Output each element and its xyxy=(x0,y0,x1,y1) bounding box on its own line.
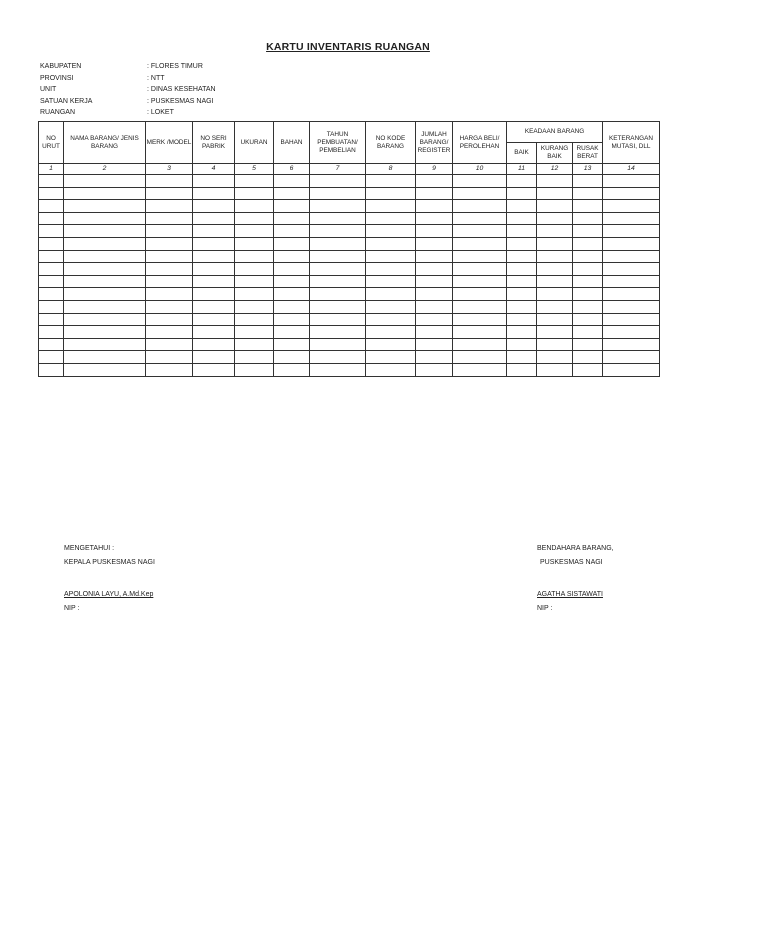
info-value: : LOKET xyxy=(147,109,174,117)
table-cell xyxy=(64,200,146,213)
table-cell xyxy=(193,187,235,200)
table-cell xyxy=(64,237,146,250)
table-cell xyxy=(64,288,146,301)
table-cell xyxy=(507,338,537,351)
table-cell xyxy=(416,212,453,225)
table-cell xyxy=(603,275,660,288)
table-cell xyxy=(453,175,507,188)
info-label: PROVINSI xyxy=(40,74,74,82)
table-cell xyxy=(310,275,366,288)
table-cell xyxy=(39,363,64,376)
table-cell xyxy=(507,363,537,376)
table-cell xyxy=(64,225,146,238)
table-cell xyxy=(64,326,146,339)
signature-left-nip: NIP : xyxy=(64,605,80,612)
table-cell xyxy=(603,363,660,376)
col-number: 6 xyxy=(274,164,310,175)
table-cell xyxy=(416,187,453,200)
table-cell xyxy=(603,313,660,326)
table-cell xyxy=(235,326,274,339)
info-row-ruangan xyxy=(40,107,216,119)
table-cell xyxy=(310,212,366,225)
table-cell xyxy=(193,212,235,225)
table-cell xyxy=(453,313,507,326)
table-cell xyxy=(146,225,193,238)
table-cell xyxy=(507,175,537,188)
table-cell xyxy=(146,212,193,225)
col-number: 7 xyxy=(310,164,366,175)
table-cell xyxy=(146,263,193,276)
col-number: 10 xyxy=(453,164,507,175)
table-cell xyxy=(274,200,310,213)
table-cell xyxy=(603,175,660,188)
table-cell xyxy=(310,175,366,188)
table-cell xyxy=(235,313,274,326)
table-cell xyxy=(310,250,366,263)
table-cell xyxy=(537,351,573,364)
table-cell xyxy=(453,225,507,238)
table-cell xyxy=(603,263,660,276)
table-cell xyxy=(507,225,537,238)
signature-left xyxy=(64,544,155,613)
table-cell xyxy=(366,351,416,364)
signature-left-name: APOLONIA LAYU, A.Md.Kep xyxy=(64,591,154,598)
info-value: : NTT xyxy=(147,74,165,82)
table-cell xyxy=(64,212,146,225)
table-cell xyxy=(537,326,573,339)
table-cell xyxy=(416,275,453,288)
table-cell xyxy=(310,326,366,339)
table-cell xyxy=(453,338,507,351)
table-cell xyxy=(507,351,537,364)
table-cell xyxy=(146,363,193,376)
table-cell xyxy=(274,338,310,351)
table-cell xyxy=(235,275,274,288)
table-cell xyxy=(416,363,453,376)
table-cell xyxy=(193,313,235,326)
table-cell xyxy=(64,175,146,188)
table-cell xyxy=(603,300,660,313)
table-cell xyxy=(603,326,660,339)
table-cell xyxy=(310,200,366,213)
table-cell xyxy=(193,225,235,238)
table-cell xyxy=(146,313,193,326)
table-cell xyxy=(453,263,507,276)
table-cell xyxy=(274,175,310,188)
table-cell xyxy=(573,263,603,276)
table-cell xyxy=(366,275,416,288)
table-cell xyxy=(366,187,416,200)
table-cell xyxy=(573,338,603,351)
table-cell xyxy=(39,351,64,364)
table-cell xyxy=(193,175,235,188)
table-cell xyxy=(146,175,193,188)
info-label: KABUPATEN xyxy=(40,63,82,70)
table-cell xyxy=(310,225,366,238)
table-cell xyxy=(235,175,274,188)
table-cell xyxy=(235,200,274,213)
table-cell xyxy=(39,225,64,238)
table-cell xyxy=(310,263,366,276)
table-cell xyxy=(274,212,310,225)
info-label: UNIT xyxy=(40,86,57,94)
table-cell xyxy=(64,363,146,376)
table-cell xyxy=(39,326,64,339)
signature-right-title: BENDAHARA BARANG, xyxy=(537,545,614,552)
table-row xyxy=(39,275,660,288)
table-cell xyxy=(603,237,660,250)
table-cell xyxy=(310,187,366,200)
table-cell xyxy=(537,275,573,288)
table-cell xyxy=(146,200,193,213)
table-row xyxy=(39,300,660,313)
table-cell xyxy=(235,212,274,225)
table-cell xyxy=(416,288,453,301)
table-cell xyxy=(453,300,507,313)
table-cell xyxy=(235,263,274,276)
table-cell xyxy=(573,275,603,288)
info-value: : FLORES TIMUR xyxy=(147,63,203,70)
table-cell xyxy=(416,200,453,213)
table-cell xyxy=(537,187,573,200)
table-row xyxy=(39,313,660,326)
table-cell xyxy=(507,326,537,339)
table-cell xyxy=(274,326,310,339)
table-cell xyxy=(366,288,416,301)
table-cell xyxy=(193,300,235,313)
col-header-merk: MERK /MODEL xyxy=(146,122,193,164)
col-header-no-urut: NO URUT xyxy=(39,122,64,164)
table-cell xyxy=(39,313,64,326)
info-row-provinsi xyxy=(40,73,216,85)
table-cell xyxy=(416,300,453,313)
table-cell xyxy=(537,200,573,213)
table-cell xyxy=(193,338,235,351)
table-cell xyxy=(366,338,416,351)
table-row xyxy=(39,338,660,351)
table-cell xyxy=(366,225,416,238)
table-cell xyxy=(274,351,310,364)
col-number: 14 xyxy=(603,164,660,175)
table-row xyxy=(39,326,660,339)
table-cell xyxy=(39,237,64,250)
col-header-keadaan: KEADAAN BARANG xyxy=(507,122,603,143)
table-cell xyxy=(235,351,274,364)
table-cell xyxy=(274,363,310,376)
col-number: 3 xyxy=(146,164,193,175)
signature-left-title: MENGETAHUI : xyxy=(64,545,115,552)
table-cell xyxy=(416,351,453,364)
table-cell xyxy=(453,212,507,225)
table-cell xyxy=(235,225,274,238)
info-row-unit xyxy=(40,84,216,96)
table-cell xyxy=(193,363,235,376)
col-header-no-seri: NO SERI PABRIK xyxy=(193,122,235,164)
table-cell xyxy=(193,351,235,364)
table-cell xyxy=(146,288,193,301)
table-row xyxy=(39,187,660,200)
table-cell xyxy=(64,187,146,200)
table-cell xyxy=(146,275,193,288)
table-cell xyxy=(274,275,310,288)
table-cell xyxy=(537,313,573,326)
signature-right-position: PUSKESMAS NAGI xyxy=(540,559,603,566)
table-cell xyxy=(39,300,64,313)
table-cell xyxy=(453,326,507,339)
table-cell xyxy=(64,275,146,288)
table-cell xyxy=(193,200,235,213)
info-value: : DINAS KESEHATAN xyxy=(147,86,216,94)
col-header-ukuran: UKURAN xyxy=(235,122,274,164)
table-cell xyxy=(573,250,603,263)
table-cell xyxy=(193,263,235,276)
table-cell xyxy=(193,237,235,250)
table-cell xyxy=(537,212,573,225)
col-header-kurang-baik: KURANG BAIK xyxy=(537,143,573,164)
table-cell xyxy=(366,300,416,313)
col-header-keterangan: KETERANGAN MUTASI, DLL xyxy=(603,122,660,164)
table-cell xyxy=(603,200,660,213)
table-cell xyxy=(507,300,537,313)
table-cell xyxy=(235,237,274,250)
table-cell xyxy=(603,187,660,200)
table-cell xyxy=(39,288,64,301)
table-cell xyxy=(507,200,537,213)
table-cell xyxy=(537,300,573,313)
table-cell xyxy=(193,288,235,301)
col-number: 5 xyxy=(235,164,274,175)
col-header-no-kode: NO KODE BARANG xyxy=(366,122,416,164)
col-number: 11 xyxy=(507,164,537,175)
table-cell xyxy=(366,212,416,225)
table-row xyxy=(39,175,660,188)
table-cell xyxy=(573,212,603,225)
table-cell xyxy=(235,288,274,301)
table-cell xyxy=(146,187,193,200)
table-cell xyxy=(573,363,603,376)
table-cell xyxy=(416,175,453,188)
table-cell xyxy=(64,351,146,364)
col-header-harga: HARGA BELI/ PEROLEHAN xyxy=(453,122,507,164)
table-row xyxy=(39,250,660,263)
table-cell xyxy=(310,313,366,326)
table-row xyxy=(39,237,660,250)
table-cell xyxy=(573,200,603,213)
col-number: 12 xyxy=(537,164,573,175)
table-cell xyxy=(573,351,603,364)
table-cell xyxy=(453,237,507,250)
table-cell xyxy=(235,363,274,376)
header-info xyxy=(40,61,216,119)
table-cell xyxy=(537,225,573,238)
table-cell xyxy=(310,237,366,250)
table-row xyxy=(39,225,660,238)
table-cell xyxy=(573,300,603,313)
table-cell xyxy=(537,263,573,276)
table-cell xyxy=(39,275,64,288)
signature-right-nip: NIP : xyxy=(537,605,553,612)
table-cell xyxy=(537,175,573,188)
table-cell xyxy=(146,351,193,364)
table-cell xyxy=(64,300,146,313)
col-header-jumlah: JUMLAH BARANG/ REGISTER xyxy=(416,122,453,164)
table-cell xyxy=(573,187,603,200)
page-title: KARTU INVENTARIS RUANGAN xyxy=(266,41,430,53)
col-header-bahan: BAHAN xyxy=(274,122,310,164)
table-cell xyxy=(366,313,416,326)
table-cell xyxy=(416,225,453,238)
table-cell xyxy=(366,175,416,188)
info-value: : PUSKESMAS NAGI xyxy=(147,97,214,105)
signature-left-position: KEPALA PUSKESMAS NAGI xyxy=(64,559,155,566)
table-cell xyxy=(274,263,310,276)
table-cell xyxy=(507,275,537,288)
table-row xyxy=(39,263,660,276)
table-cell xyxy=(537,288,573,301)
table-cell xyxy=(603,225,660,238)
table-cell xyxy=(507,212,537,225)
table-cell xyxy=(416,338,453,351)
table-cell xyxy=(573,225,603,238)
table-cell xyxy=(39,187,64,200)
table-cell xyxy=(537,338,573,351)
table-cell xyxy=(603,212,660,225)
table-cell xyxy=(146,338,193,351)
table-cell xyxy=(603,288,660,301)
table-cell xyxy=(507,288,537,301)
table-cell xyxy=(573,288,603,301)
table-cell xyxy=(507,187,537,200)
table-row xyxy=(39,351,660,364)
table-cell xyxy=(453,363,507,376)
table-cell xyxy=(416,313,453,326)
table-cell xyxy=(573,237,603,250)
table-cell xyxy=(453,351,507,364)
table-cell xyxy=(366,263,416,276)
table-cell xyxy=(274,237,310,250)
table-cell xyxy=(537,363,573,376)
col-number: 8 xyxy=(366,164,416,175)
table-cell xyxy=(146,326,193,339)
table-cell xyxy=(193,275,235,288)
table-cell xyxy=(193,250,235,263)
table-cell xyxy=(310,351,366,364)
table-cell xyxy=(310,363,366,376)
info-row-satuan-kerja xyxy=(40,96,216,108)
signature-right-name: AGATHA SISTAWATI xyxy=(537,591,603,598)
table-cell xyxy=(193,326,235,339)
table-body xyxy=(39,175,660,377)
table-cell xyxy=(235,250,274,263)
table-cell xyxy=(537,250,573,263)
table-row xyxy=(39,363,660,376)
table-cell xyxy=(274,250,310,263)
table-cell xyxy=(507,263,537,276)
table-cell xyxy=(39,175,64,188)
table-cell xyxy=(416,326,453,339)
table-cell xyxy=(507,250,537,263)
table-cell xyxy=(310,338,366,351)
table-cell xyxy=(274,288,310,301)
table-cell xyxy=(366,200,416,213)
col-header-nama-barang: NAMA BARANG/ JENIS BARANG xyxy=(64,122,146,164)
table-cell xyxy=(235,300,274,313)
table-cell xyxy=(453,200,507,213)
table-cell xyxy=(64,338,146,351)
table-cell xyxy=(366,326,416,339)
table-cell xyxy=(573,175,603,188)
table-cell xyxy=(603,338,660,351)
table-cell xyxy=(453,288,507,301)
table-row xyxy=(39,200,660,213)
table-row xyxy=(39,288,660,301)
col-number: 13 xyxy=(573,164,603,175)
table-cell xyxy=(603,351,660,364)
table-cell xyxy=(366,250,416,263)
table-cell xyxy=(573,313,603,326)
col-number: 4 xyxy=(193,164,235,175)
table-cell xyxy=(64,250,146,263)
table-row xyxy=(39,212,660,225)
info-label: SATUAN KERJA xyxy=(40,97,93,105)
table-cell xyxy=(603,250,660,263)
table-cell xyxy=(453,275,507,288)
table-cell xyxy=(366,363,416,376)
table-cell xyxy=(310,300,366,313)
col-header-tahun: TAHUN PEMBUATAN/ PEMBELIAN xyxy=(310,122,366,164)
table-cell xyxy=(416,250,453,263)
table-cell xyxy=(416,237,453,250)
signature-right xyxy=(537,544,614,613)
table-cell xyxy=(274,313,310,326)
table-cell xyxy=(274,187,310,200)
col-number: 2 xyxy=(64,164,146,175)
table-cell xyxy=(274,225,310,238)
col-header-baik: BAIK xyxy=(507,143,537,164)
table-cell xyxy=(453,250,507,263)
table-cell xyxy=(235,187,274,200)
table-cell xyxy=(507,313,537,326)
table-cell xyxy=(507,237,537,250)
table-cell xyxy=(573,326,603,339)
table-cell xyxy=(146,250,193,263)
table-cell xyxy=(39,338,64,351)
table-cell xyxy=(39,200,64,213)
inventory-table xyxy=(38,121,660,377)
info-row-kabupaten xyxy=(40,61,216,73)
table-cell xyxy=(366,237,416,250)
table-cell xyxy=(537,237,573,250)
table-cell xyxy=(310,288,366,301)
table-cell xyxy=(146,237,193,250)
col-number: 1 xyxy=(39,164,64,175)
table-cell xyxy=(274,300,310,313)
col-number: 9 xyxy=(416,164,453,175)
table-cell xyxy=(146,300,193,313)
table-cell xyxy=(64,263,146,276)
table-cell xyxy=(39,250,64,263)
table-cell xyxy=(416,263,453,276)
table-cell xyxy=(39,263,64,276)
table-cell xyxy=(64,313,146,326)
info-label: RUANGAN xyxy=(40,109,76,117)
col-header-rusak-berat: RUSAK BERAT xyxy=(573,143,603,164)
table-cell xyxy=(453,187,507,200)
table-cell xyxy=(235,338,274,351)
table-cell xyxy=(39,212,64,225)
